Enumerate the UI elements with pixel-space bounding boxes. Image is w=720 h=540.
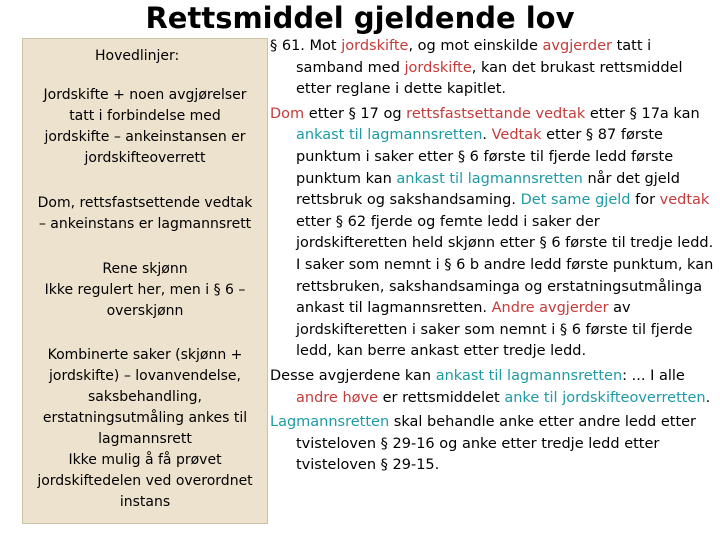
text-span: , og mot einskilde xyxy=(408,38,543,54)
sidebar-summary xyxy=(22,38,268,524)
law-text xyxy=(270,36,714,477)
sidebar-line: lagmannsrett xyxy=(98,431,192,447)
sidebar-line: Rene skjønn xyxy=(102,261,188,277)
text-span: tatt i samband med xyxy=(296,38,652,76)
sidebar-line: Ikke regulert her, men i § 6 – xyxy=(44,282,246,298)
sidebar-block-kombinerte xyxy=(25,345,265,513)
text-span: Desse avgjerdene kan xyxy=(270,367,436,384)
sidebar-line: jordskifteoverrett xyxy=(84,150,206,166)
highlight-term: jordskifte xyxy=(341,38,409,54)
highlight-term: høve xyxy=(342,389,379,406)
section-number: § 61. xyxy=(270,38,305,54)
sidebar-line: instans xyxy=(119,494,171,510)
sidebar-line: saksbehandling, xyxy=(88,389,202,405)
text-span: , kan det brukast rettsmiddel etter reglane i dette kapitlet. xyxy=(296,59,683,98)
sidebar-line: jordskiftedelen ved overordnet xyxy=(37,473,253,489)
sidebar-block-jordskifte xyxy=(25,85,265,169)
text-span: etter § 62 fjerde og femte ledd i saker der jordskifteretten held skjønn etter § 6 første til tredje ledd. I saker som nemnt i § 6 b andre ledd første punktum, kan rettsbruken, sakshandsaminga og erstatningsutmålinga ankast til lagmannsretten. xyxy=(296,213,714,317)
sidebar-line: Ikke mulig å få prøvet xyxy=(68,452,222,468)
highlight-term: Lagmannsretten xyxy=(270,414,390,431)
sidebar-line: jordskifte) – lovanvendelse, xyxy=(48,368,241,384)
sidebar-block-skjonn xyxy=(25,259,265,322)
highlight-term: Det same gjeld xyxy=(520,192,631,209)
sidebar-line: tatt i forbindelse med xyxy=(69,108,221,124)
page-title: Rettsmiddel gjeldende lov xyxy=(145,1,575,35)
sidebar-line: – ankeinstans er lagmannsrett xyxy=(38,216,252,232)
sidebar-heading: Hovedlinjer: xyxy=(95,48,180,64)
sidebar-line: Dom, rettsfastsettende vedtak xyxy=(37,195,253,211)
highlight-term: Andre avgjerder xyxy=(491,300,609,317)
highlight-term: anke til jordskifteoverretten xyxy=(504,389,706,406)
text-span: når det gjeld rettsbruk og sakshandsaming. xyxy=(296,170,680,209)
paragraph-61 xyxy=(270,36,714,101)
sidebar-line: jordskifte – ankeinstansen er xyxy=(44,129,246,145)
sidebar-line: overskjønn xyxy=(106,303,184,319)
text-span: . xyxy=(705,389,711,406)
highlight-term: vedtak xyxy=(659,192,710,209)
highlight-term: ankast til lagmannsretten xyxy=(435,367,623,384)
text-span: : ... I alle xyxy=(622,367,685,384)
text-span: av jordskifteretten i saker som nemnt i § 6 første til fjerde ledd, kan berre ankast etter tredje ledd. xyxy=(296,300,693,360)
text-span: Mot xyxy=(304,38,342,54)
highlight-term: Vedtak xyxy=(491,127,542,144)
sidebar-line: Kombinerte saker (skjønn + xyxy=(47,347,243,363)
paragraph-fourth-ledd xyxy=(270,412,714,477)
sidebar-line: erstatningsutmåling ankes til xyxy=(42,410,248,426)
text-span: etter § 17 og xyxy=(304,105,407,122)
highlight-term: rettsfastsettande vedtak xyxy=(406,105,586,122)
text-span: for xyxy=(630,192,660,209)
highlight-term: avgjerder xyxy=(542,38,612,54)
highlight-term: ankast til lagmannsretten xyxy=(396,170,583,187)
sidebar-line: Jordskifte + noen avgjørelser xyxy=(43,87,247,103)
text-span: etter § 87 første punktum i saker etter § 6 første til fjerde ledd første punktum kan xyxy=(296,127,674,187)
highlight-term: Dom xyxy=(270,105,305,122)
sidebar-block-dom xyxy=(25,193,265,235)
text-span: etter § 17a kan xyxy=(585,105,700,122)
highlight-term: jordskifte xyxy=(404,59,472,76)
highlight-term: andre xyxy=(296,389,338,406)
text-span: skal behandle anke etter andre ledd etter tvisteloven § 29-16 og anke etter tredje ledd etter tvisteloven § 29-15. xyxy=(296,414,697,474)
text-span: er rettsmiddelet xyxy=(378,389,505,406)
paragraph-third-ledd xyxy=(270,366,714,409)
text-span: . xyxy=(482,127,492,144)
paragraph-second-ledd xyxy=(270,104,714,363)
highlight-term: ankast til lagmannsretten xyxy=(296,127,483,144)
